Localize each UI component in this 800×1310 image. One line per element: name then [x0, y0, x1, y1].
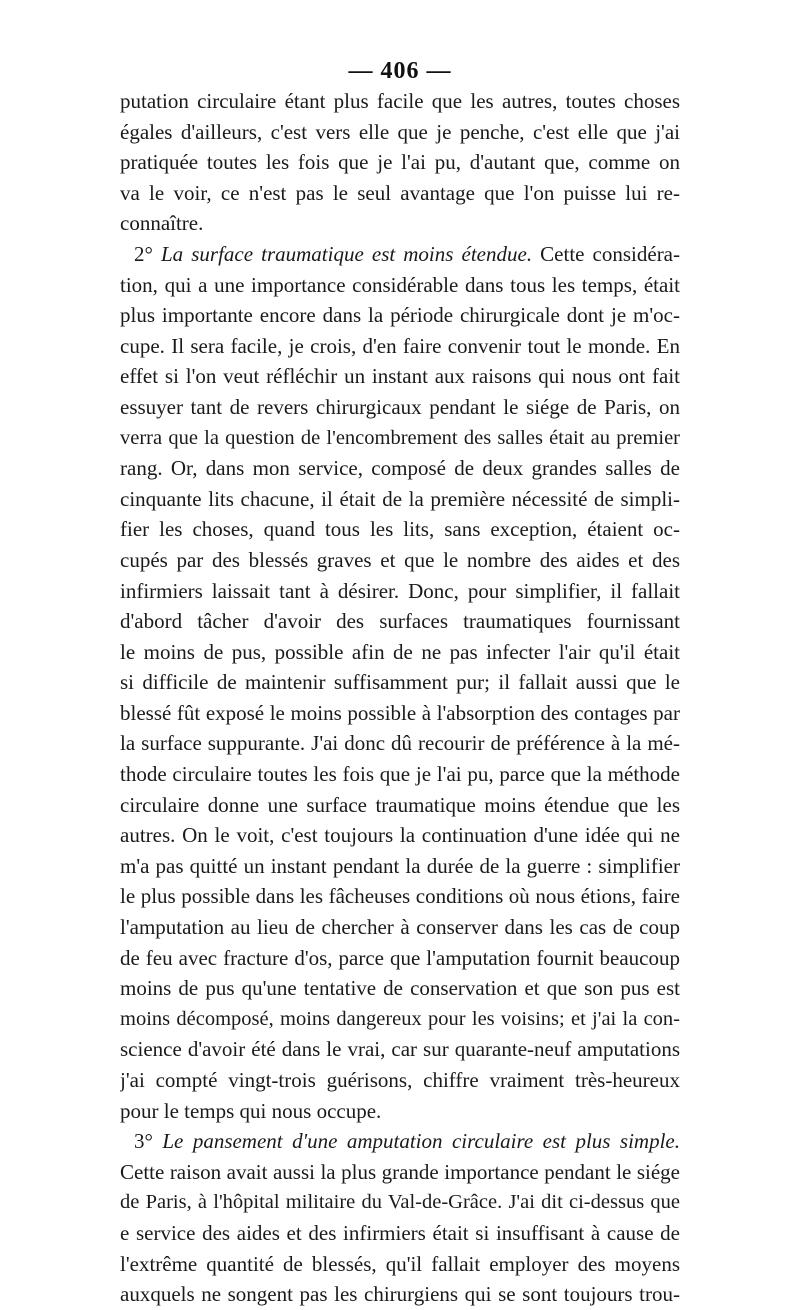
- line-text: égales d'ailleurs, c'est vers elle que je penche, c'est elle que j'ai: [120, 119, 680, 144]
- text-line: [120, 545, 680, 576]
- text-line: [120, 637, 680, 668]
- text-line: [120, 728, 680, 759]
- section-number: 3°: [134, 1129, 163, 1154]
- text-line: [120, 576, 680, 607]
- text-line: [120, 208, 680, 239]
- line-text: effet si l'on veut réfléchir un instant aux raisons qui nous ont fait: [120, 364, 680, 389]
- text-line: [120, 881, 680, 912]
- text-line: [120, 423, 680, 454]
- text-line: [120, 1249, 680, 1280]
- text-line: [120, 698, 680, 729]
- text-line: [120, 851, 680, 882]
- text-line: [120, 1004, 680, 1035]
- text-line: [120, 117, 680, 148]
- text-line: [120, 1218, 680, 1249]
- line-text: de Paris, à l'hôpital militaire du Val-de-Grâce. J'ai dit ci-dessus que: [120, 1191, 680, 1214]
- line-text: l'extrême quantité de blessés, qu'il fallait employer des moyens: [120, 1251, 680, 1276]
- line-text: cinquante lits chacune, il était de la première nécessité de simpli-: [120, 486, 680, 511]
- line-text: cupe. Il sera facile, je crois, d'en faire convenir tout le monde. En: [120, 333, 680, 358]
- text-line: [120, 1126, 680, 1157]
- text-line: [120, 820, 680, 851]
- line-text: moins décomposé, moins dangereux pour les voisins; et j'ai la con-: [120, 1007, 680, 1030]
- text-line: [120, 1034, 680, 1065]
- line-text: rang. Or, dans mon service, composé de deux grandes salles de: [120, 456, 680, 481]
- text-line: [120, 943, 680, 974]
- line-text: d'abord tâcher d'avoir des surfaces traumatiques fournissant: [120, 609, 680, 634]
- text-line: [120, 759, 680, 790]
- body-text: [120, 86, 680, 1310]
- line-text: moins de pus qu'une tentative de conservation et que son pus est: [120, 976, 680, 1001]
- line-text: blessé fût exposé le moins possible à l'absorption des contages par: [120, 700, 680, 725]
- page-number: — 406 —: [348, 58, 452, 84]
- line-text: essuyer tant de revers chirurgicaux pendant le siége de Paris, on: [120, 394, 680, 419]
- line-text: Cette raison avait aussi la plus grande importance pendant le siége: [120, 1159, 680, 1184]
- line-text: le plus possible dans les fâcheuses conditions où nous étions, faire: [120, 884, 680, 909]
- text-line: [120, 1279, 680, 1310]
- line-text: m'a pas quitté un instant pendant la durée de la guerre : simplifier: [120, 853, 680, 878]
- text-line: [120, 1065, 680, 1096]
- line-text: de feu avec fracture d'os, parce que l'amputation fournit beaucoup: [120, 945, 680, 970]
- line-text: circulaire donne une surface traumatique moins étendue que les: [120, 792, 680, 817]
- text-line: [120, 606, 680, 637]
- line-text: j'ai compté vingt-trois guérisons, chiffre vraiment très-heureux: [120, 1068, 680, 1092]
- text-line: [120, 1187, 680, 1218]
- text-line: [120, 178, 680, 209]
- section-number: 2°: [134, 241, 161, 266]
- line-text: science d'avoir été dans le vrai, car sur quarante-neuf amputations: [120, 1037, 680, 1062]
- text-line: [120, 392, 680, 423]
- text-line: [120, 300, 680, 331]
- line-text: tion, qui a une importance considérable dans tous les temps, était: [120, 272, 680, 297]
- text-line: [120, 147, 680, 178]
- line-text: pratiquée toutes les fois que je l'ai pu, d'autant que, comme on: [120, 150, 680, 175]
- line-text: autres. On le voit, c'est toujours la continuation d'une idée qui ne: [120, 823, 680, 848]
- text-line: [120, 514, 680, 545]
- text-line: [120, 361, 680, 392]
- line-text: cupés par des blessés graves et que le nombre des aides et des: [120, 547, 680, 572]
- text-line: [120, 973, 680, 1004]
- line-text: thode circulaire toutes les fois que je l'ai pu, parce que la méthode: [120, 762, 680, 787]
- line-text: auxquels ne songent pas les chirurgiens qui se sont toujours trou-: [120, 1282, 680, 1307]
- line-text: le moins de pus, possible afin de ne pas infecter l'air qu'il était: [120, 639, 680, 664]
- text-line: [120, 331, 680, 362]
- line-text: connaître.: [120, 211, 204, 236]
- line-text: putation circulaire étant plus facile que les autres, toutes choses: [120, 89, 680, 113]
- line-text: verra que la question de l'encombrement des salles était au premier: [120, 426, 680, 449]
- text-line: [120, 1157, 680, 1188]
- section-heading: Le pansement d'une amputation circulaire est plus simple.: [162, 1129, 680, 1154]
- line-text: l'amputation au lieu de chercher à conserver dans les cas de coup: [120, 915, 680, 940]
- text-line: [120, 484, 680, 515]
- line-text: pour le temps qui nous occupe.: [120, 1098, 382, 1123]
- text-line: [120, 667, 680, 698]
- line-text: si difficile de maintenir suffisamment pur; il fallait aussi que le: [120, 670, 680, 695]
- line-text: infirmiers laissait tant à désirer. Donc, pour simplifier, il fallait: [120, 578, 680, 603]
- line-text: e service des aides et des infirmiers était si insuffisant à cause de: [120, 1220, 680, 1245]
- text-line: [120, 790, 680, 821]
- line-text: plus importante encore dans la période chirurgicale dont je m'oc-: [120, 303, 680, 328]
- text-line: [120, 270, 680, 301]
- line-text: fier les choses, quand tous les lits, sans exception, étaient oc-: [120, 517, 680, 542]
- text-line: [120, 453, 680, 484]
- text-line: [120, 912, 680, 943]
- line-text: va le voir, ce n'est pas le seul avantage que l'on puisse lui re-: [120, 180, 680, 205]
- text-line: [120, 1096, 680, 1127]
- text-line: [120, 86, 680, 117]
- text-line: [120, 239, 680, 270]
- line-text: la surface suppurante. J'ai donc dû recourir de préférence à la mé-: [120, 731, 680, 756]
- section-heading: La surface traumatique est moins étendue.: [160, 241, 533, 266]
- line-text: Cette considéra-: [532, 241, 680, 266]
